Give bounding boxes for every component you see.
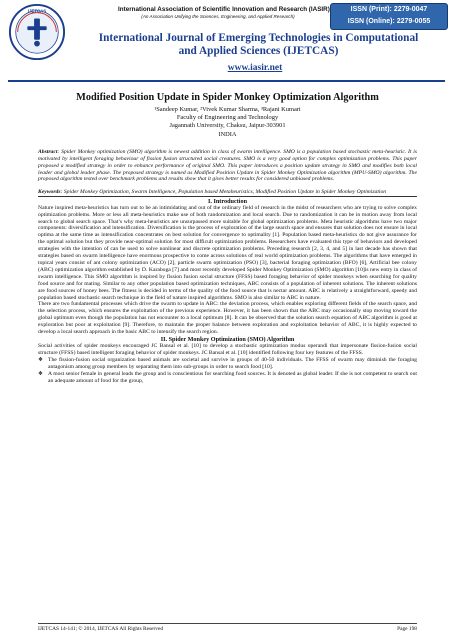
issn-print: ISSN (Print): 2279-0047 bbox=[350, 6, 428, 13]
introduction-paragraph-1: Nature inspired meta-heuristics has turn out to be an intimidating and out of the ordinary field of research in the midst of researchers who are trying to solve complex optimization problems. More or less all meta-heuristics make use of both randomization and local search. Due to randomization it can be in motion away from local search to global search space. That’s why meta-heuristics are unsurpassed more suitable for global optimization problems. Meta heuristic algorithms have two major components: diversification and intensification. Diversification is the process of exploration of the large search space and ensures that solution does not ensure in local optima at the same time as intensification concentrates on best solution for convergence to optimality [1]. Population based meta-heuristics do not give assurance for the optimal solution but they provide near-optimal solution for most difficult optimization problems. Researchers have evaluated this type of behaviors and developed strategies with the intention of can be used to solve nonlinear and discrete optimization problems. Preceding research [2, 3, 4, and 5] in last decade has shown that strategies based on swarm intelligence have enormous prospective to come across solutions of real world optimization problems. The algorithms that have emerged in topical years consist of ant colony optimization (ACO) [2], particle swarm optimization (PSO) [3], bacterial foraging optimization (BFO) [6], Artificial bee colony (ABC) optimization algorithm established by D. Karaboga [7] and most recently developed Spider Monkey Optimization (SMO) algorithm [10]is new entry in class of swarm intelligence. This SMO algorithm is inspired by fission fusion social structure (FFSS) based foraging behavior of spider monkeys when searching for quality food source and for mating. Similar to any other population based optimization techniques, ABC consists of a population of inherent solutions. The inherent solutions are food sources of honey bees. The fitness is decided in terms of the quality of the food source that is nectar amount. ABC is relatively a straightforward, speedy and population based stochastic search technique in the field of nature inspired algorithms. SMO is also similar to ABC in nature. bbox=[38, 204, 417, 301]
association-name: International Association of Scientific Innovation and Research (IASIR) bbox=[118, 6, 330, 13]
smo-paragraph-1: Social activities of spider monkeys encouraged JC Bansal et al. [10] to develop a stochastic optimization modus operandi that impersonate fission-fusion social structure (FFSS) based intelligent foraging behavior of spider monkeys. JC Bansal et al. [10] identified following four key features of the FFSS. bbox=[38, 342, 417, 356]
list-item: ❖ A most senior female in general leads the group and is conscientious for searching food sources. It is denoted as global leader. If she is not competent to search out an adequate amount of food for the group, bbox=[38, 370, 417, 384]
author-block bbox=[38, 106, 417, 139]
abstract-label: Abstract bbox=[38, 148, 58, 155]
ijetcas-logo-icon bbox=[8, 3, 66, 61]
paper-title: Modified Position Update in Spider Monkey Optimization Algorithm bbox=[76, 92, 379, 103]
journal-header bbox=[0, 0, 453, 84]
association-block bbox=[118, 6, 330, 19]
footer-copyright: IJETCAS 14-141; © 2014, IJETCAS All Rights Reserved bbox=[38, 626, 164, 632]
journal-title-line1: International Journal of Emerging Technologies in Computational bbox=[98, 32, 419, 44]
issn-box bbox=[330, 3, 448, 30]
svg-text:IJETCAS: IJETCAS bbox=[27, 8, 47, 14]
paper-body bbox=[38, 92, 417, 384]
list-item: ❖ The fission-fusion social organization based animals are societal and survive in groups of 40-50 individuals. The FFSS of swarm may diminish the foraging antagonism among group members by separating them into sub-groups in order to search food [10]. bbox=[38, 356, 417, 370]
section-heading-introduction: I. Introduction bbox=[38, 196, 417, 205]
journal-title-line2: and Applied Sciences (IJETCAS) bbox=[178, 44, 339, 57]
journal-url-link[interactable]: www.iasir.net bbox=[227, 63, 283, 73]
issn-online: ISSN (Online): 2279-0055 bbox=[347, 18, 431, 25]
keywords-text: : Spider Monkey Optimization, Swarm Intelligence, Population based Metaheuristics, Modified Position Update in Spider Monkey Optimization bbox=[60, 189, 387, 196]
abstract bbox=[38, 149, 417, 184]
section-heading-smo: II. Spider Monkey Optimization (SMO) Algorithm bbox=[160, 335, 295, 343]
keywords bbox=[38, 189, 417, 196]
header-divider bbox=[8, 80, 445, 82]
affiliation-faculty: Faculty of Engineering and Technology bbox=[176, 114, 279, 122]
page-number: Page 198 bbox=[397, 626, 417, 632]
affiliation-country: INDIA bbox=[218, 130, 237, 138]
keywords-label: Keywords bbox=[38, 189, 61, 196]
diamond-bullet-icon: ❖ bbox=[38, 356, 43, 363]
association-tagline: (An Association Unifying the Sciences, Engineering, and Applied Research) bbox=[141, 14, 295, 19]
authors: ¹Sandeep Kumar, ²Vivek Kumar Sharma, ³Rajani Kumari bbox=[154, 106, 301, 113]
diamond-bullet-icon: ❖ bbox=[38, 370, 43, 377]
journal-title bbox=[66, 32, 451, 57]
abstract-text: : Spider Monkey optimization (SMO) algorithm is newest addition in class of swarm intelligence. SMO is a population based stochastic meta-heuristic. It is motivated by intelligent foraging behaviour of fission fusion structured social creatures. SMO is a very good option for complex optimization problems. This paper proposed a modified strategy in order to enhance performance of original SMO. This paper introduces a position update strategy in SMO and modifies both local leader and global leader phase. The proposed strategy is named as Modified Position Update in Spider Monkey Optimization algorithm (MPU-SMO) algorithm. The proposed algorithm tested over benchmark problems and results show that it gives better results for considered unbiased problems. bbox=[38, 148, 417, 183]
footer-divider bbox=[38, 623, 417, 624]
introduction-paragraph-2: There are two fundamental processes which drive the swarm to update in ABC: the deviation process, which enables exploring different fields of the search space, and the selection process, which ensures the exploitation of the previous experience. However, it has been shown that the ABC may occasionally stop moving toward the global optimum even though the population has not encounter to a local optimum [8]. It can be observed that the solution search equation of ABC algorithm is good at exploration but poor at exploitation [9]. Therefore, to maintain the proper balance between exploration and exploitation behavior of ABC, it is highly expected to develop a local search approach in the basic ABC to intensify the search region. bbox=[38, 301, 417, 336]
affiliation-university: Jagannath University, Chaksu, Jaipur-303901 bbox=[169, 122, 286, 130]
